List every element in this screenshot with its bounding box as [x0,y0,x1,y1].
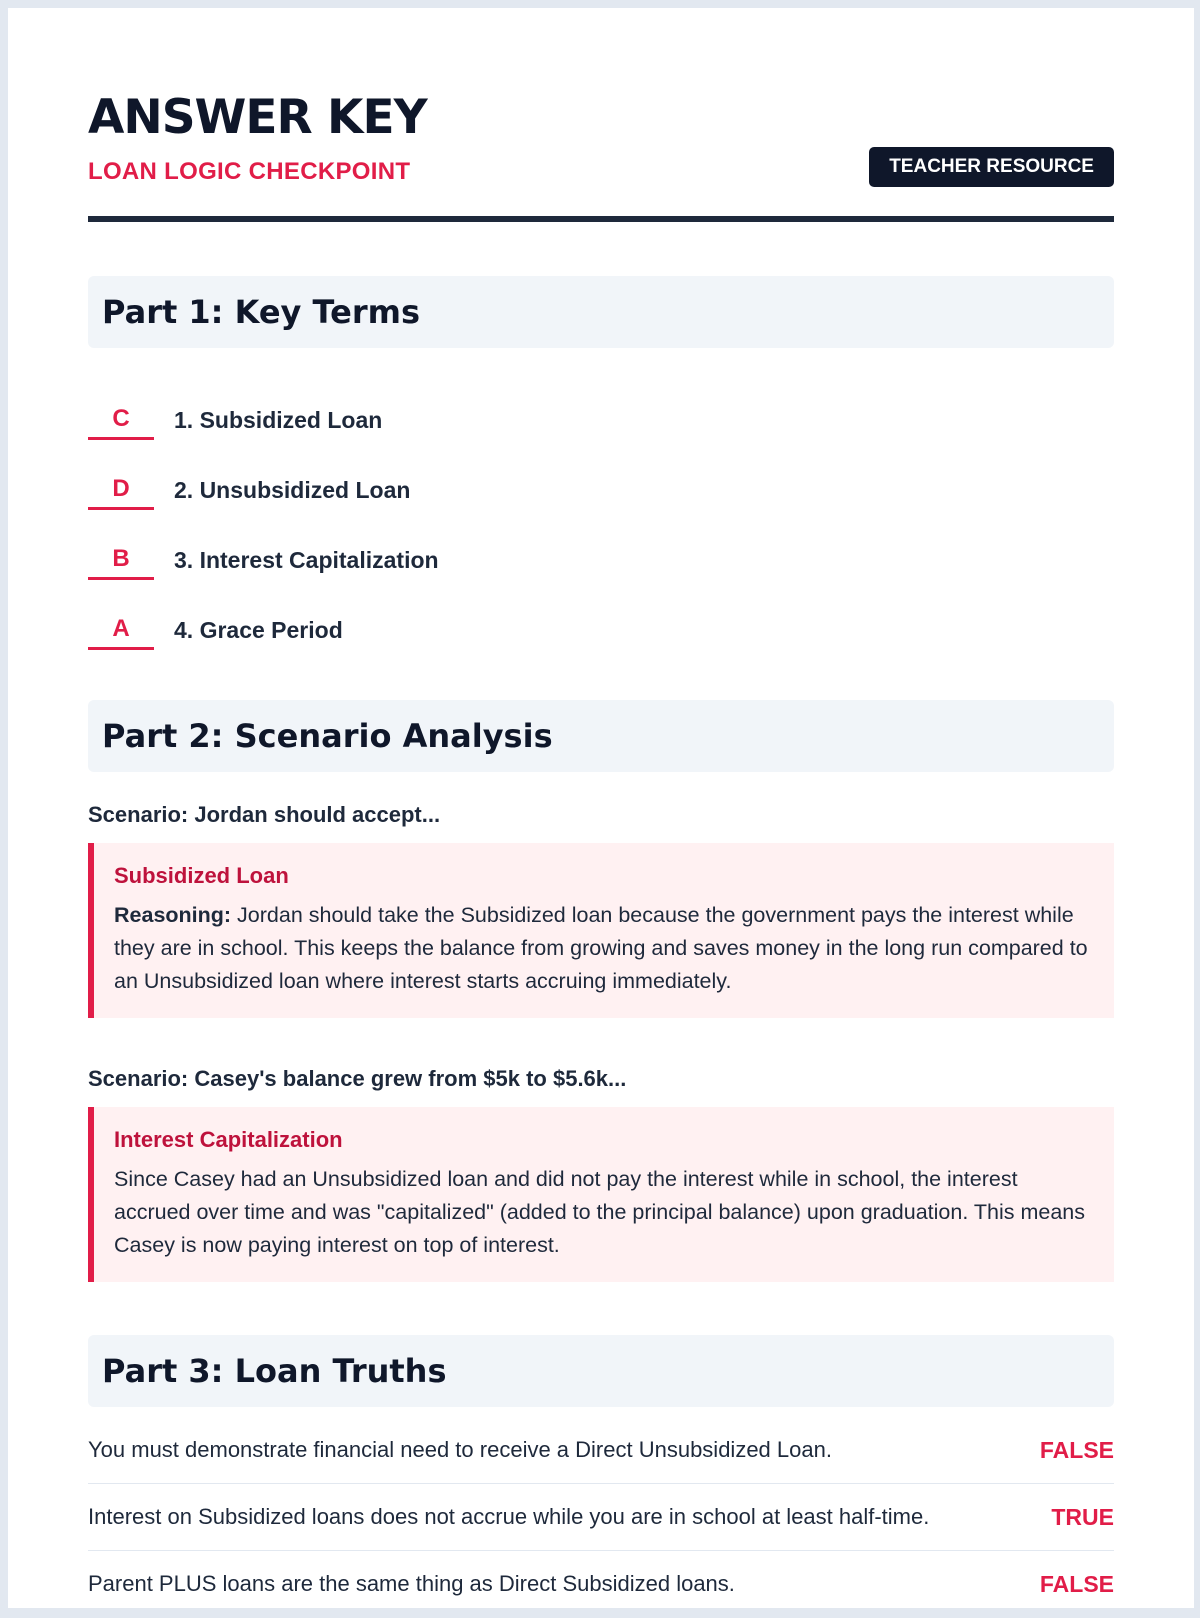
loan-truths-list [88,1417,1114,1618]
teacher-resource-badge: TEACHER RESOURCE [869,147,1114,187]
key-term-item [88,580,1114,650]
term-answer: B [88,545,154,580]
part2-heading: Part 2: Scenario Analysis [88,700,1114,772]
truth-answer: FALSE [1039,1436,1114,1463]
answer-text: Since Casey had an Unsubsidized loan and did not pay the interest while in school, the interest accrued over time and was "capitalized" (added to the principal balance) upon graduation. This means Casey is now paying interest on top of interest. [114,1167,1085,1257]
scenario-question: Scenario: Casey's balance grew from $5k to $5.6k... [88,1066,627,1091]
answer-text [114,899,1092,998]
answer-title: Subsidized Loan [114,863,289,888]
term-label: 1. Subsidized Loan [174,407,383,433]
truth-answer: FALSE [1039,1570,1114,1597]
page-header [88,8,1114,222]
term-answer: A [88,615,154,650]
key-term-item [88,440,1114,510]
truth-answer: TRUE [1051,1503,1114,1530]
key-terms-list [88,370,1114,650]
truth-statement: Parent PLUS loans are the same thing as Direct Subsidized loans. [88,1571,735,1596]
scenario-answer-box [88,1107,1114,1282]
reasoning-label: Reasoning: [114,903,232,927]
answer-title: Interest Capitalization [114,1127,343,1152]
truth-row [88,1484,1114,1551]
term-label: 4. Grace Period [174,617,343,643]
truth-statement: You must demonstrate financial need to receive a Direct Unsubsidized Loan. [88,1437,832,1462]
truth-row [88,1417,1114,1484]
term-label: 2. Unsubsidized Loan [174,477,411,503]
page-subtitle: LOAN LOGIC CHECKPOINT [88,158,411,185]
reasoning-text: Jordan should take the Subsidized loan because the government pays the interest while they are in school. This keeps the balance from growing and saves money in the long run compared to an Unsubsidized loan where interest starts accruing immediately. [114,903,1088,993]
truth-row [88,1551,1114,1618]
page-title: ANSWER KEY [88,90,427,145]
answer-key-sheet [8,8,1194,1608]
part3-heading: Part 3: Loan Truths [88,1335,1114,1407]
truth-statement: Interest on Subsidized loans does not accrue while you are in school at least half-time. [88,1504,930,1529]
term-answer: D [88,475,154,510]
part1-heading: Part 1: Key Terms [88,276,1114,348]
term-answer: C [88,405,154,440]
scenario-question: Scenario: Jordan should accept... [88,802,441,827]
key-term-item [88,370,1114,440]
scenario-answer-box [88,843,1114,1018]
key-term-item [88,510,1114,580]
term-label: 3. Interest Capitalization [174,547,439,573]
